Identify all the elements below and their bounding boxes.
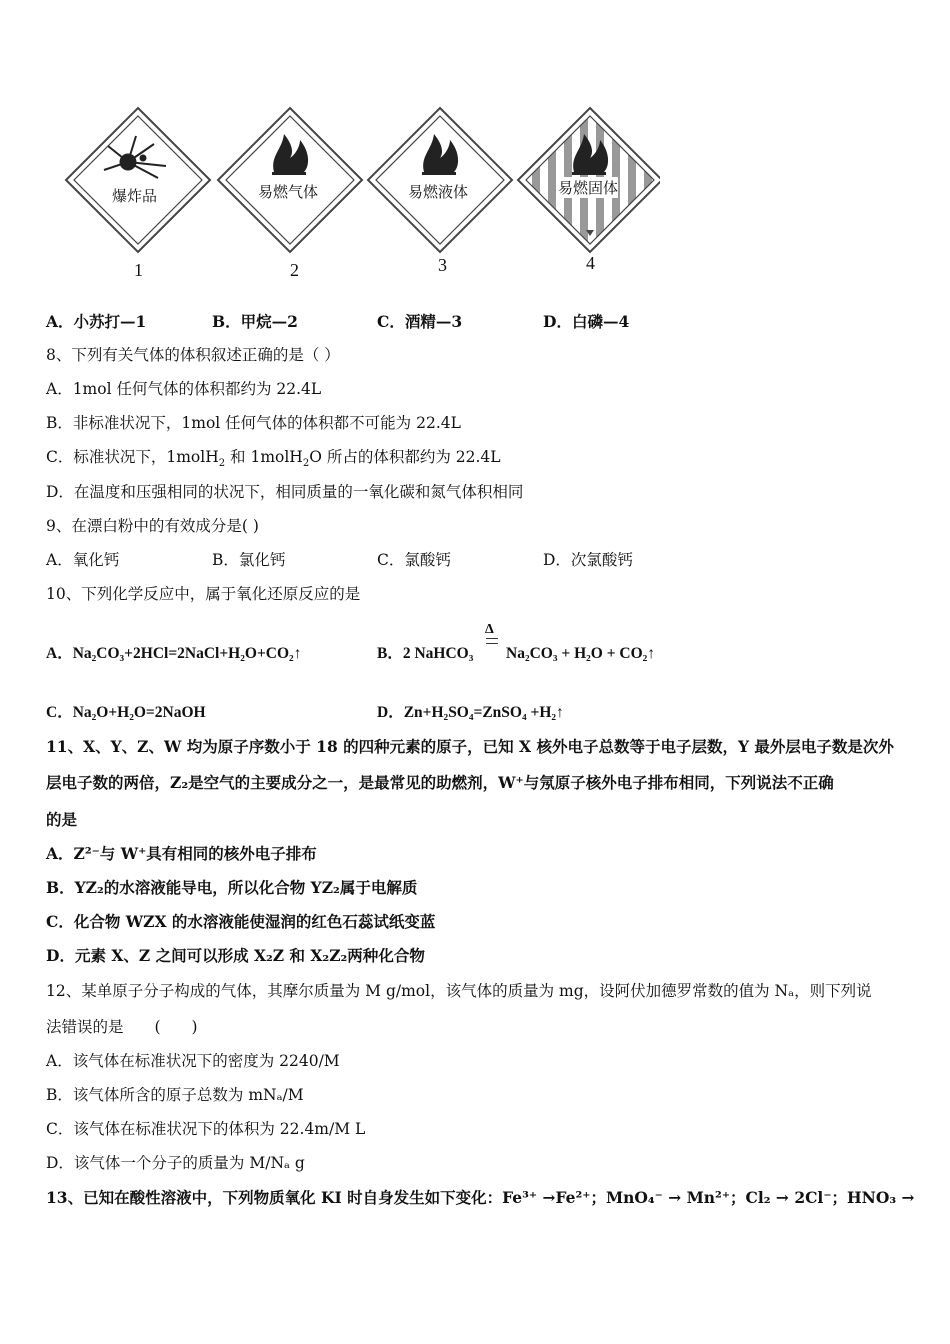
q12-option-c: C．该气体在标准状况下的体积为 22.4m/M L [46, 1120, 366, 1138]
q11-line2: 层电子数的两倍，Z₂是空气的主要成分之一，是最常见的助燃剂，W⁺与氖原子核外电子排布相同，下列说法不正确 [46, 773, 834, 792]
q9-option-a: A．氧化钙 [46, 551, 120, 569]
q8-c-mid: 和 1molH [225, 448, 303, 466]
sign-4-number: 4 [586, 253, 595, 273]
q10-equals-sign [486, 638, 498, 644]
q8-c-sub2: 2 [302, 458, 310, 470]
q12-option-a: A．该气体在标准状况下的密度为 2240/M [46, 1052, 340, 1070]
flammable-liquid-sign [368, 108, 512, 252]
q12-option-b: B．该气体所含的原子总数为 mNₐ/M [46, 1086, 304, 1104]
sign-3-number: 3 [438, 255, 447, 275]
q12-option-d: D．该气体一个分子的质量为 M/Nₐ g [46, 1154, 305, 1172]
q12-line2: 法错误的是 ( ) [46, 1018, 198, 1036]
q11-option-d: D．元素 X、Z 之间可以形成 X₂Z 和 X₂Z₂两种化合物 [46, 946, 425, 965]
q12-line1: 12、某单原子分子构成的气体，其摩尔质量为 M g/mol，该气体的质量为 mg，设阿伏加德罗常数的值为 Nₐ，则下列说 [46, 982, 872, 1000]
q9-option-d: D．次氯酸钙 [543, 551, 633, 569]
q10-delta: Δ [485, 622, 494, 637]
q8-c-pre: C．标准状况下，1molH [46, 448, 219, 466]
q7-option-d: D．白磷—4 [543, 312, 630, 331]
q11-line1: 11、X、Y、Z、W 均为原子序数小于 18 的四种元素的原子，已知 X 核外电子总数等于电子层数，Y 最外层电子数是次外 [46, 737, 894, 756]
q11-option-c: C．化合物 WZX 的水溶液能使湿润的红色石蕊试纸变蓝 [46, 912, 436, 931]
q9-stem: 9、在漂白粉中的有效成分是( ) [46, 517, 259, 535]
flammable-gas-sign [218, 108, 362, 252]
q7-option-b: B．甲烷—2 [212, 312, 298, 331]
hazard-signs-figure [60, 105, 660, 285]
q8-stem: 8、下列有关气体的体积叙述正确的是（ ） [46, 346, 340, 364]
sign-2-number: 2 [290, 260, 299, 280]
sign-3-label: 易燃液体 [408, 183, 469, 201]
q11-line3: 的是 [46, 810, 78, 829]
sign-1-number: 1 [134, 260, 143, 280]
explosive-sign [66, 108, 210, 252]
q10-option-d: D．Zn+H₂SO₄=ZnSO₄ +H₂↑ [377, 704, 564, 721]
q11-option-a: A．Z²⁻与 W⁺具有相同的核外电子排布 [46, 844, 317, 863]
q8-option-d: D．在温度和压强相同的状况下，相同质量的一氧化碳和氮气体积相同 [46, 483, 524, 501]
sign-1-label: 爆炸品 [112, 187, 158, 205]
q8-c-sub1: 2 [218, 458, 226, 470]
q10-stem: 10、下列化学反应中，属于氧化还原反应的是 [46, 585, 361, 603]
q11-option-b: B．YZ₂的水溶液能导电，所以化合物 YZ₂属于电解质 [46, 878, 418, 897]
q8-option-c [46, 447, 501, 470]
sign-2-label: 易燃气体 [258, 183, 319, 201]
q9-option-b: B．氯化钙 [212, 551, 286, 569]
q10-option-b-right: Na₂CO₃ + H₂O + CO₂↑ [506, 645, 656, 662]
q8-c-post: O 所占的体积都约为 22.4L [309, 448, 501, 466]
q10-option-c: C．Na₂O+H₂O=2NaOH [46, 704, 206, 721]
q10-option-b-left: B．2 NaHCO₃ [377, 645, 474, 662]
q8-option-b: B．非标准状况下，1mol 任何气体的体积都不可能为 22.4L [46, 414, 461, 432]
sign-4-label: 易燃固体 [558, 179, 619, 197]
q8-option-a: A．1mol 任何气体的体积都约为 22.4L [46, 380, 322, 398]
q7-option-a: A．小苏打—1 [46, 312, 147, 331]
q10-option-a: A．Na₂CO₃+2HCl=2NaCl+H₂O+CO₂↑ [46, 645, 302, 662]
q7-option-c: C．酒精—3 [377, 312, 463, 331]
q13-line1: 13、已知在酸性溶液中，下列物质氧化 KI 时自身发生如下变化：Fe³⁺ →Fe²⁺；MnO₄⁻ → Mn²⁺；Cl₂ → 2Cl⁻；HNO₃ → [46, 1188, 915, 1207]
q9-option-c: C．氯酸钙 [377, 551, 451, 569]
